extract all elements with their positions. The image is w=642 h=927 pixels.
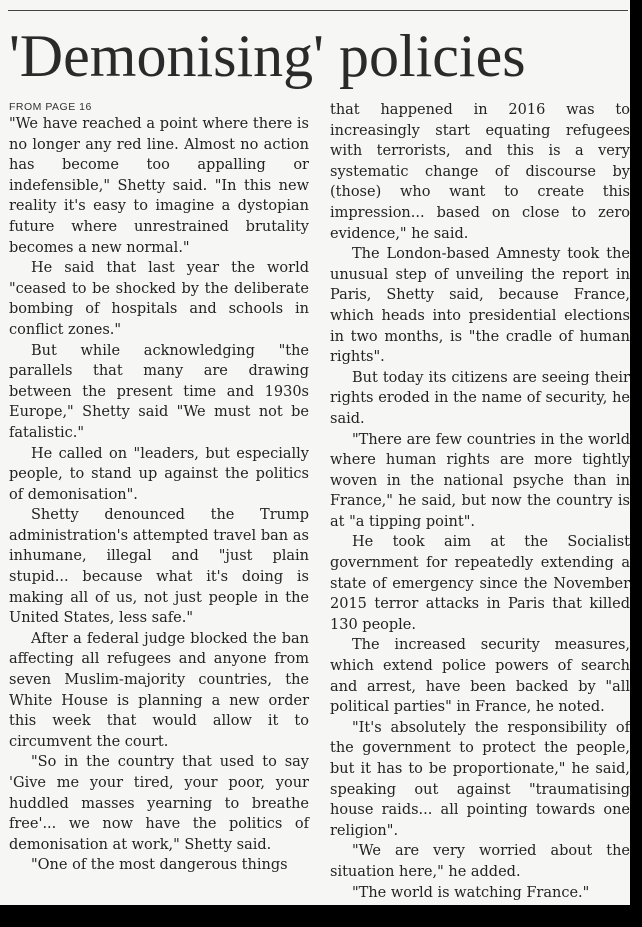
paragraph: "The world is watching France." [352, 884, 590, 901]
paragraph: The increased security measures, which extend police powers of search and arrest, have been backed by "all political parties" in France, he noted. [330, 637, 630, 716]
paragraph: "So in the country that used to say 'Give me your tired, your poor, your huddled masses yearning to breathe free'... we now have the politics of demonisation at work," Shetty said. [9, 754, 309, 853]
paragraph: The London-based Amnesty took the unusual step of unveiling the report in Paris, Shetty said, because France, which heads into presidential elections in two months, is "the cradle of human rights". [330, 246, 630, 366]
paragraph: He said that last year the world "ceased to be shocked by the deliberate bombing of hospitals and schools in conflict zones." [9, 260, 309, 338]
article-column-left [9, 100, 309, 876]
article-column-right [330, 100, 630, 903]
paragraph: "One of the most dangerous things [31, 857, 288, 874]
jump-line: FROM PAGE 16 [9, 101, 92, 113]
top-rule [8, 10, 628, 11]
paragraph: that happened in 2016 was to increasingly start equating refugees with terrorists, and this is a very systematic change of discourse by (those) who want to create this impression... based on close to zero evidence," he said. [330, 102, 630, 242]
headline: 'Demonising' policies [9, 23, 526, 89]
paragraph: He took aim at the Socialist government for repeatedly extending a state of emergency since the November 2015 terror attacks in Paris that killed 130 people. [330, 534, 630, 633]
paragraph: "We have reached a point where there is no longer any red line. Almost no action has become too appalling or indefensible," Shetty said. "In this new reality it's easy to imagine a dystopian future where unrestrained brutality becomes a new normal." [9, 116, 309, 256]
paragraph: He called on "leaders, but especially people, to stand up against the politics of demonisation". [9, 445, 309, 503]
paragraph: But today its citizens are seeing their rights eroded in the name of security, he said. [330, 369, 630, 427]
paragraph: Shetty denounced the Trump administration's attempted travel ban as inhumane, illegal and "just plain stupid... because what it's doing is making all of us, not just people in the United States, less safe." [9, 507, 309, 627]
paragraph: "There are few countries in the world where human rights are more tightly woven in the national psyche than in France," he said, but now the country is at "a tipping point". [330, 431, 630, 530]
paragraph: After a federal judge blocked the ban affecting all refugees and anyone from seven Muslim-majority countries, the White House is planning a new order this week that would allow it to circumvent the court. [9, 630, 309, 750]
paragraph: But while acknowledging "the parallels that many are drawing between the present time and 1930s Europe," Shetty said "We must not be fatalistic." [9, 342, 309, 441]
paragraph: "It's absolutely the responsibility of the government to protect the people, but it has to be proportionate," he said, speaking out against "traumatising house raids... all pointing towards one religion". [330, 719, 630, 839]
paragraph: "We are very worried about the situation here," he added. [330, 843, 630, 880]
